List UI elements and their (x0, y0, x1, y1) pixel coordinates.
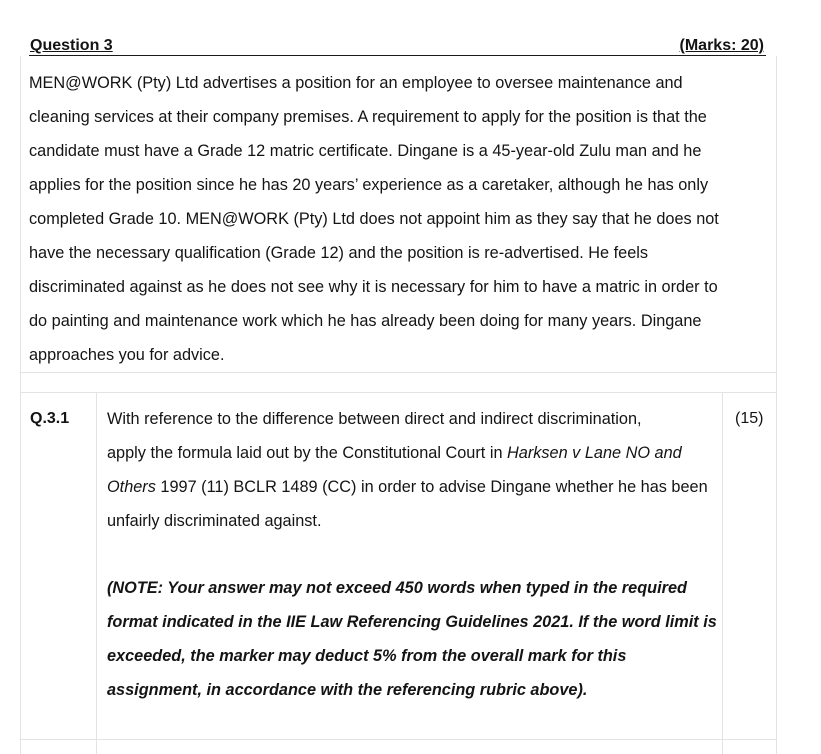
question-title: Question 3 (30, 37, 113, 54)
scenario-line: applies for the position since he has 20 years’ experience as a caretaker, although he has only (29, 176, 709, 194)
question-header (29, 36, 766, 56)
case-citation: Harksen v Lane NO and (507, 444, 682, 462)
scenario-line: MEN@WORK (Pty) Ltd advertises a position for an employee to oversee maintenance and (29, 74, 683, 92)
scenario-paragraph (29, 66, 759, 372)
scenario-line: completed Grade 10. MEN@WORK (Pty) Ltd does not appoint him as they say that he does not (29, 210, 719, 228)
case-citation: Others (107, 478, 156, 496)
table-divider-question-bottom (20, 739, 777, 740)
question-total-marks: (Marks: 20) (679, 37, 764, 54)
table-border-right (776, 56, 777, 754)
table-border-left (20, 56, 21, 754)
scenario-line: have the necessary qualification (Grade 12) and the position is re-advertised. He feels (29, 244, 649, 262)
question-line3-text: 1997 (11) BCLR 1489 (CC) in order to advise Dingane whether he has been (155, 478, 708, 496)
question-text (107, 402, 727, 538)
question-line2-text: apply the formula laid out by the Constitutional Court in (107, 444, 508, 462)
question-note (107, 571, 747, 707)
table-divider-question-top (20, 392, 777, 393)
scenario-line: do painting and maintenance work which he has already been doing for many years. Dingane (29, 312, 702, 330)
scenario-line: approaches you for advice. (29, 346, 225, 364)
table-column-divider-left (96, 392, 97, 754)
scenario-line: discriminated against as he does not see why it is necessary for him to have a matric in order to (29, 278, 718, 296)
question-number: Q.3.1 (30, 410, 70, 427)
question-line (107, 436, 727, 470)
note-line: assignment, in accordance with the referencing rubric above). (107, 681, 588, 699)
scenario-line: cleaning services at their company premises. A requirement to apply for the position is that the (29, 108, 707, 126)
scenario-line: candidate must have a Grade 12 matric certificate. Dingane is a 45-year-old Zulu man and he (29, 142, 702, 160)
note-line: (NOTE: Your answer may not exceed 450 words when typed in the required (107, 579, 687, 597)
question-line (107, 470, 727, 504)
question-line: With reference to the difference between direct and indirect discrimination, (107, 410, 642, 428)
note-line: exceeded, the marker may deduct 5% from the overall mark for this (107, 647, 627, 665)
question-marks: (15) (735, 410, 764, 427)
question-line: unfairly discriminated against. (107, 512, 322, 530)
note-line: format indicated in the IIE Law Referencing Guidelines 2021. If the word limit is (107, 613, 717, 631)
table-divider-scenario (20, 372, 777, 373)
